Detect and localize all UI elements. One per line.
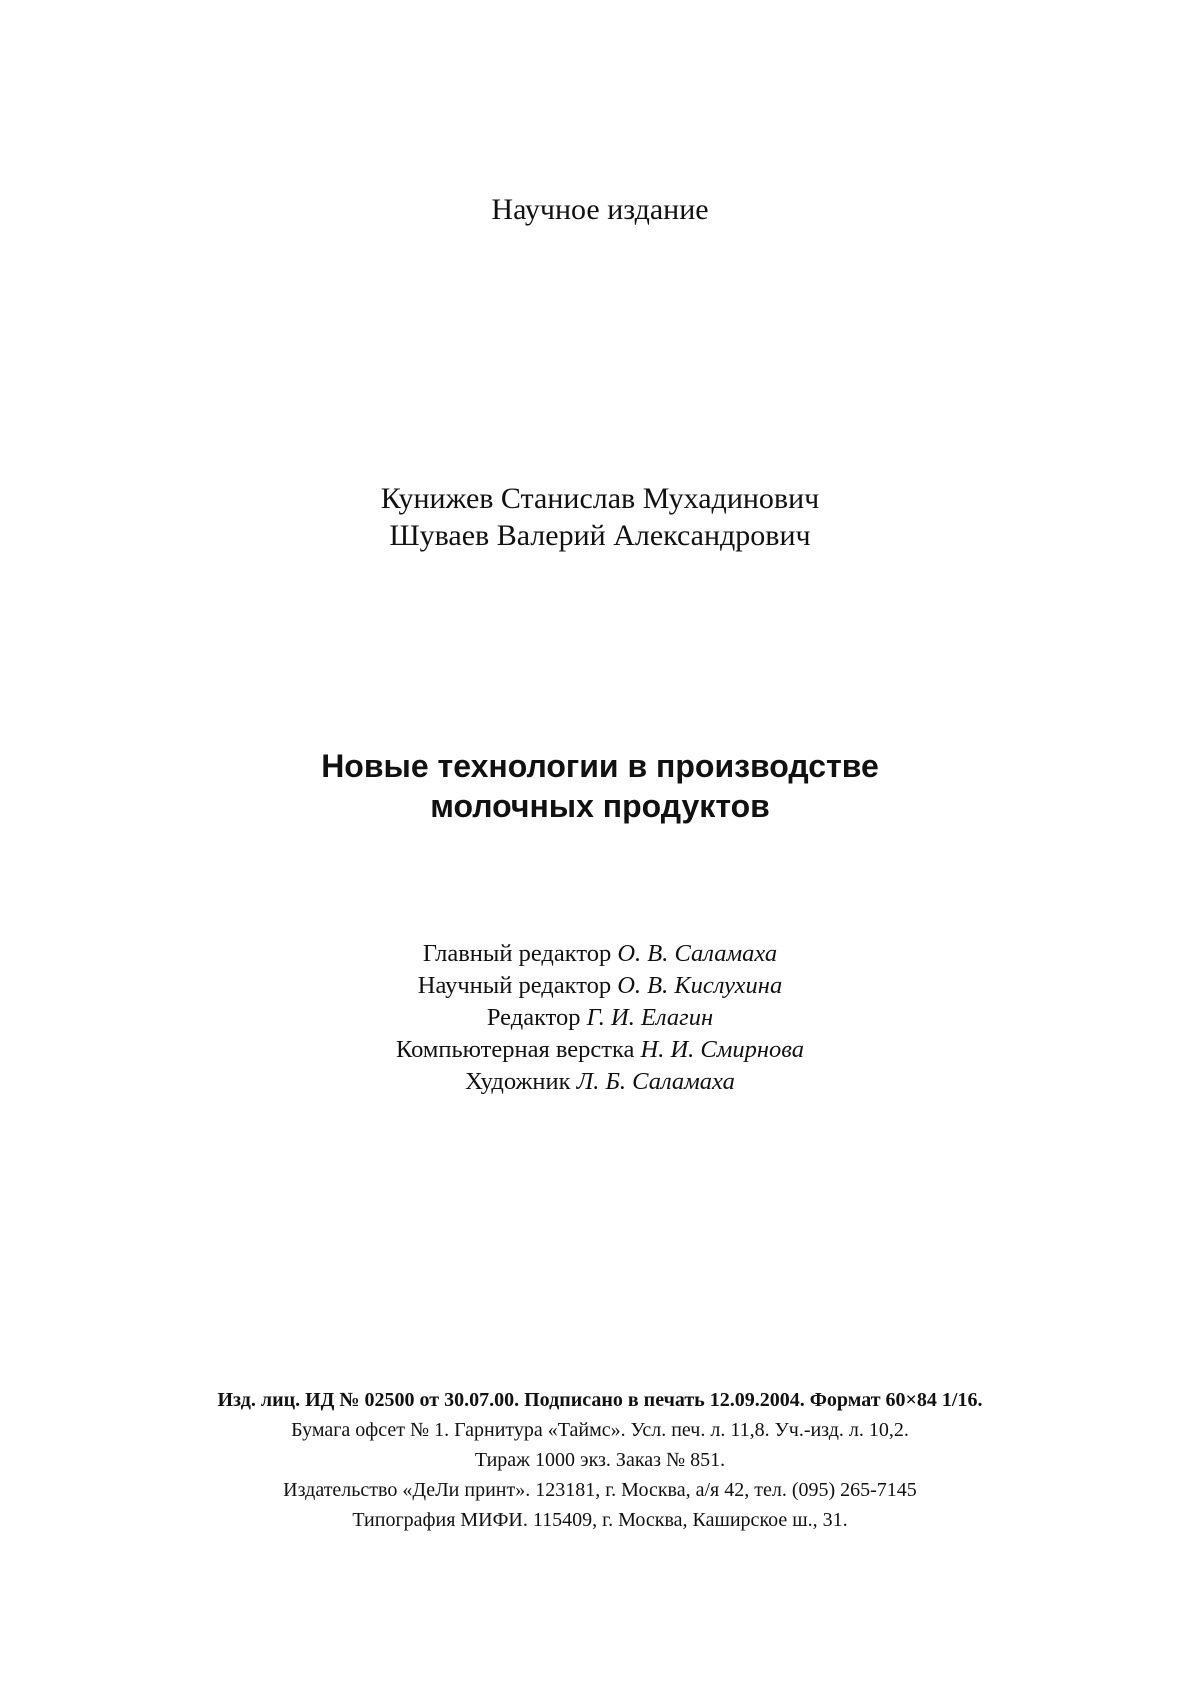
credit-role: Компьютерная верстка [395,1036,635,1063]
edition-type: Научное издание [491,193,709,226]
author-name: Кунижев Станислав Мухадинович [380,482,820,515]
book-title-line: молочных продуктов [430,788,770,824]
credit-line [0,938,1200,970]
imprint-line: Бумага офсет № 1. Гарнитура «Таймс». Усл. печ. л. 11,8. Уч.-изд. л. 10,2. [291,1419,909,1441]
imprint-line: Издательство «ДеЛи принт». 123181, г. Москва, а/я 42, тел. (095) 265-7145 [283,1479,917,1501]
imprint-line: Типография МИФИ. 115409, г. Москва, Каширское ш., 31. [352,1509,848,1531]
credits-block [0,938,1200,1098]
credit-role: Научный редактор [417,972,612,999]
credit-person: Н. И. Смирнова [640,1036,805,1063]
imprint-line: Тираж 1000 экз. Заказ № 851. [474,1449,726,1471]
imprint-block [0,1385,1200,1535]
authors-block [0,480,1200,554]
credit-person: О. В. Кислухина [617,972,783,999]
credit-person: Л. Б. Саламаха [576,1068,735,1095]
imprint-line: Изд. лиц. ИД № 02500 от 30.07.00. Подписано в печать 12.09.2004. Формат 60×84 1/16. [217,1389,983,1411]
credit-line [0,1034,1200,1066]
credit-role: Художник [465,1068,571,1095]
credit-role: Главный редактор [422,940,612,967]
credit-line [0,1002,1200,1034]
credit-role: Редактор [486,1004,581,1031]
author-name: Шуваев Валерий Александрович [389,519,811,552]
credit-line [0,970,1200,1002]
credit-person: О. В. Саламаха [617,940,778,967]
credit-person: Г. И. Елагин [586,1004,714,1031]
credit-line [0,1066,1200,1098]
book-title-line: Новые технологии в производстве [321,748,879,784]
book-title [0,746,1200,826]
